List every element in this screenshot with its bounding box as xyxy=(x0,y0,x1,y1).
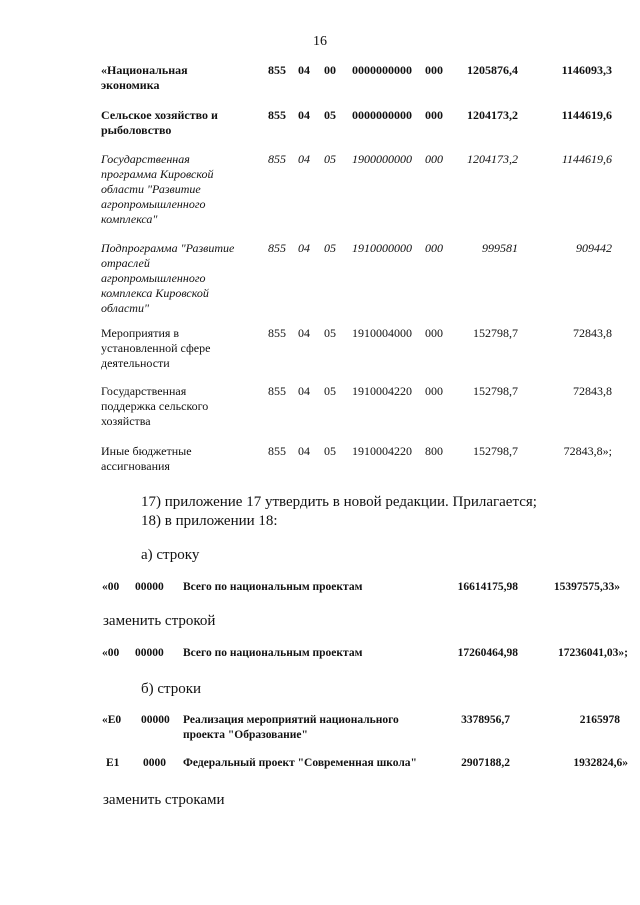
table1-row6-name: Государственная поддержка сельского хозяйства xyxy=(101,384,209,428)
table1-row1-name: «Национальная экономика xyxy=(101,63,188,92)
table1-row7-vr: 800 xyxy=(425,444,443,458)
paragraph-18: 18) в приложении 18: xyxy=(141,513,278,529)
table1-row5-sum-2023: 72843,8 xyxy=(573,326,612,340)
table1-row1-vr: 000 xyxy=(425,63,443,77)
table1-row6-pr: 05 xyxy=(324,384,336,398)
row-new-value2: 17236041,03»; xyxy=(558,647,628,659)
table1-row5-rz: 04 xyxy=(298,326,310,340)
row-e1-code2: 0000 xyxy=(143,757,166,769)
table1-row6-vr: 000 xyxy=(425,384,443,398)
table1-row2-csr: 0000000000 xyxy=(352,108,412,122)
table1-row2-vr: 000 xyxy=(425,108,443,122)
table1-row7-grbs: 855 xyxy=(268,444,286,458)
table1-row3-grbs: 855 xyxy=(268,152,286,166)
table1-row4-csr: 1910000000 xyxy=(352,241,412,255)
table1-row2-grbs: 855 xyxy=(268,108,286,122)
row-old-code2: 00000 xyxy=(135,581,164,593)
table1-row7-sum-2022: 152798,7 xyxy=(473,444,518,458)
table1-row4-vr: 000 xyxy=(425,241,443,255)
table1-row6-sum-2023: 72843,8 xyxy=(573,384,612,398)
table1-row7-csr: 1910004220 xyxy=(352,444,412,458)
table1-row6-rz: 04 xyxy=(298,384,310,398)
table1-row4-name: Подпрограмма "Развитие отраслей агропромышленного комплекса Кировской области" xyxy=(101,241,235,315)
table1-row5-grbs: 855 xyxy=(268,326,286,340)
table1-row3-sum-2023: 1144619,6 xyxy=(561,152,612,166)
row-old-code1: «00 xyxy=(102,581,120,593)
row-e0-value1: 3378956,7 xyxy=(461,714,510,726)
table1-row7-name: Иные бюджетные ассигнования xyxy=(101,444,192,473)
table1-row3-vr: 000 xyxy=(425,152,443,166)
table1-row5-pr: 05 xyxy=(324,326,336,340)
row-e0-code2: 00000 xyxy=(141,714,170,726)
table1-row2-sum-2023: 1144619,6 xyxy=(561,108,612,122)
row-e0-value2: 2165978 xyxy=(579,714,620,726)
table1-row5-csr: 1910004000 xyxy=(352,326,412,340)
row-old-value2: 15397575,33» xyxy=(553,581,620,593)
row-e1-value1: 2907188,2 xyxy=(461,757,510,769)
table1-row4-sum-2023: 909442 xyxy=(576,241,612,255)
table1-row6-grbs: 855 xyxy=(268,384,286,398)
table1-row3-csr: 1900000000 xyxy=(352,152,412,166)
table1-row1-grbs: 855 xyxy=(268,63,286,77)
replace-with-rows: заменить строками xyxy=(103,792,225,808)
table1-row3-rz: 04 xyxy=(298,152,310,166)
table1-row1-sum-2022: 1205876,4 xyxy=(467,63,518,77)
row-e1-value2: 1932824,6» xyxy=(573,757,628,769)
row-e1-name: Федеральный проект "Современная школа" xyxy=(183,757,417,769)
table1-row1-csr: 0000000000 xyxy=(352,63,412,77)
table1-row7-pr: 05 xyxy=(324,444,336,458)
table1-row2-sum-2022: 1204173,2 xyxy=(467,108,518,122)
table1-row4-rz: 04 xyxy=(298,241,310,255)
row-old-name: Всего по национальным проектам xyxy=(183,581,363,593)
table1-row6-csr: 1910004220 xyxy=(352,384,412,398)
table1-row3-name: Государственная программа Кировской области "Развитие агропромышленного комплекса" xyxy=(101,152,214,226)
table1-row6-sum-2022: 152798,7 xyxy=(473,384,518,398)
table1-row1-pr: 00 xyxy=(324,63,336,77)
page-number: 16 xyxy=(313,34,327,49)
table1-row3-sum-2022: 1204173,2 xyxy=(467,152,518,166)
row-new-code1: «00 xyxy=(102,647,120,659)
table1-row4-pr: 05 xyxy=(324,241,336,255)
table1-row4-grbs: 855 xyxy=(268,241,286,255)
row-e0-code1: «Е0 xyxy=(102,714,122,726)
row-e1-code1: Е1 xyxy=(106,757,120,769)
paragraph-a: а) строку xyxy=(141,547,200,563)
table1-row5-name: Мероприятия в установленной сфере деятельности xyxy=(101,326,211,370)
row-old-value1: 16614175,98 xyxy=(457,581,518,593)
table1-row4-sum-2022: 999581 xyxy=(482,241,518,255)
table1-row2-name: Сельское хозяйство и рыболовство xyxy=(101,108,218,137)
paragraph-17: 17) приложение 17 утвердить в новой редакции. Прилагается; xyxy=(141,494,537,510)
table1-row7-rz: 04 xyxy=(298,444,310,458)
row-e0-name: Реализация мероприятий национального проекта "Образование" xyxy=(183,714,399,741)
row-new-value1: 17260464,98 xyxy=(457,647,518,659)
row-new-code2: 00000 xyxy=(135,647,164,659)
table1-row2-rz: 04 xyxy=(298,108,310,122)
table1-row7-sum-2023: 72843,8»; xyxy=(563,444,612,458)
table1-row1-sum-2023: 1146093,3 xyxy=(561,63,612,77)
table1-row5-vr: 000 xyxy=(425,326,443,340)
paragraph-b: б) строки xyxy=(141,681,202,697)
table1-row1-rz: 04 xyxy=(298,63,310,77)
replace-with-row: заменить строкой xyxy=(103,613,216,629)
table1-row2-pr: 05 xyxy=(324,108,336,122)
table1-row5-sum-2022: 152798,7 xyxy=(473,326,518,340)
row-new-name: Всего по национальным проектам xyxy=(183,647,363,659)
table1-row3-pr: 05 xyxy=(324,152,336,166)
